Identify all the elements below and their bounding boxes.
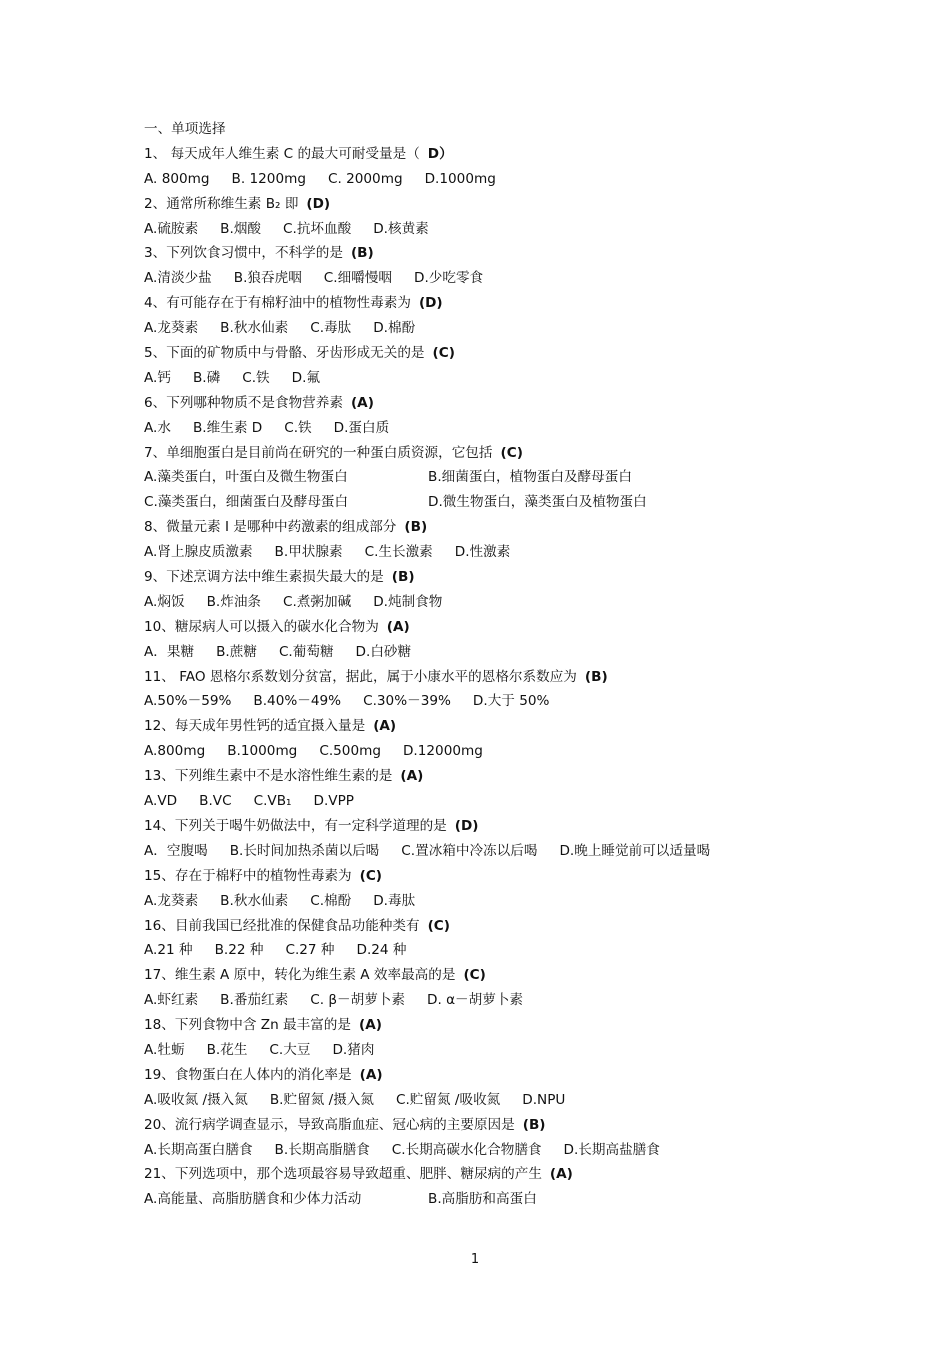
options-row [144,1088,904,1113]
option-item: A.长期高蛋白膳食 [144,1141,253,1158]
question-stem [144,1013,904,1038]
answer-key: (C) [463,967,486,984]
option-item: D.猪肉 [332,1041,375,1058]
question-text: 12、每天成年男性钙的适宜摄入量是 [144,718,366,735]
question-stem [144,515,904,540]
question-stem [144,1162,904,1187]
section-title: 一、单项选择 [144,121,226,137]
option-item: D.少吃零食 [413,270,484,287]
option-item: B.细菌蛋白，植物蛋白及酵母蛋白 [428,469,632,486]
question-text: 15、存在于棉籽中的植物性毒素为 [144,867,352,884]
options-row [144,889,904,914]
option-item: B. 1200mg [231,170,306,187]
option-item: D.长期高盐膳食 [563,1141,660,1158]
options-row [144,938,904,963]
options-row [144,1187,904,1212]
option-item: B.维生素 D [192,419,263,436]
question-stem [144,914,904,939]
option-item: B.长时间加热杀菌以后喝 [229,842,380,859]
option-item: B.花生 [206,1041,248,1058]
option-item: D.蛋白质 [333,419,390,436]
option-item: D.晚上睡觉前可以适量喝 [559,842,711,859]
options-row [144,316,904,341]
question-text: 6、下列哪种物质不是食物营养素 [144,394,343,411]
option-item: D.氟 [291,369,321,386]
option-item: A.虾红素 [144,992,199,1009]
options-row [144,416,904,441]
option-item: C.30%－39% [363,693,451,710]
question-stem [144,142,904,167]
answer-key: (A) [373,718,397,735]
option-item: D.1000mg [424,170,496,187]
question-stem [144,241,904,266]
question-text: 11、 FAO 恩格尔系数划分贫富，据此，属于小康水平的恩格尔系数应为 [144,668,577,685]
question-stem [144,391,904,416]
answer-key: (B) [391,569,415,586]
option-item: A.藻类蛋白，叶蛋白及微生物蛋白 [144,469,348,486]
options-row [144,789,904,814]
answer-key: (C) [427,917,450,934]
question-stem [144,665,904,690]
option-item: A．果糖 [144,643,195,660]
option-item: B.22 种 [214,942,264,959]
question-list [144,117,904,1212]
options-row [144,490,904,515]
question-text: 3、下列饮食习惯中，不科学的是 [144,245,343,262]
option-item: D. α－胡萝卜素 [426,992,524,1009]
option-item: C.27 种 [285,942,335,959]
option-item: B.磷 [192,369,221,386]
option-item: B.甲状腺素 [274,544,343,561]
question-text: 1、 每天成年人维生素 C 的最大可耐受量是（ [144,145,420,162]
answer-key: (C) [500,444,523,461]
question-stem [144,291,904,316]
option-item: D.NPU [522,1091,566,1108]
question-text: 4、有可能存在于有棉籽油中的植物性毒素为 [144,295,411,312]
answer-key: D） [427,145,453,162]
option-item: B.番茄红素 [220,992,289,1009]
option-item: C.置冰箱中冷冻以后喝 [401,842,538,859]
option-item: D.白砂糖 [355,643,412,660]
answer-key: (B) [350,245,374,262]
question-text: 5、下面的矿物质中与骨骼、牙齿形成无关的是 [144,345,425,362]
option-item: D.毒肽 [373,892,416,909]
options-row [144,167,904,192]
options-row [144,540,904,565]
option-item: A.龙葵素 [144,892,199,909]
question-text: 20、流行病学调查显示，导致高脂血症、冠心病的主要原因是 [144,1116,515,1133]
option-item: C.葡萄糖 [278,643,334,660]
option-item: C.长期高碳水化合物膳食 [391,1141,542,1158]
options-row [144,266,904,291]
answer-key: (A) [359,1017,382,1034]
option-item: A.水 [144,419,171,436]
question-stem [144,192,904,217]
option-item: A.21 种 [144,942,193,959]
option-item: B.40%－49% [253,693,342,710]
question-text: 21、下列选项中，那个选项最容易导致超重、肥胖、糖尿病的产生 [144,1166,542,1183]
answer-key: (C) [432,345,455,362]
options-row [144,590,904,615]
option-item: C. 2000mg [327,170,403,187]
answer-key: (A) [400,768,424,785]
options-row [144,640,904,665]
question-stem [144,341,904,366]
question-text: 2、通常所称维生素 B₂ 即 [144,195,299,212]
option-item: D.12000mg [402,743,483,760]
question-text: 13、下列维生素中不是水溶性维生素的是 [144,768,393,785]
option-item: D.微生物蛋白，藻类蛋白及植物蛋白 [428,494,647,511]
option-item: B.VC [199,793,232,810]
option-item: D.性激素 [454,544,511,561]
options-row [144,689,904,714]
option-item: C.贮留氮 /吸收氮 [395,1091,501,1108]
answer-key: (D) [306,195,331,212]
answer-key: (C) [359,867,383,884]
option-item: A．空腹喝 [144,842,208,859]
option-item: A.高能量、高脂肪膳食和少体力活动 [144,1191,362,1208]
option-item: A. 800mg [144,170,210,187]
option-item: A.清淡少盐 [144,270,212,287]
question-text: 8、微量元素 I 是哪种中药激素的组成部分 [144,519,397,536]
question-text: 16、目前我国已经批准的保健食品功能种类有 [144,917,420,934]
question-stem [144,615,904,640]
answer-key: (A) [359,1066,383,1083]
option-item: A.焖饭 [144,593,185,610]
options-row [144,739,904,764]
answer-key: (B) [522,1116,546,1133]
option-item: A.硫胺素 [144,220,199,237]
answer-key: (D) [418,295,443,312]
option-item: C.煮粥加碱 [283,593,352,610]
answer-key: (D) [454,817,479,834]
option-item: C.藻类蛋白，细菌蛋白及酵母蛋白 [144,494,349,511]
answer-key: (B) [584,668,608,685]
option-item: D.炖制食物 [373,593,443,610]
option-item: C.毒肽 [310,320,352,337]
option-item: A.50%－59% [144,693,232,710]
question-stem [144,963,904,988]
option-item: B.1000mg [227,743,298,760]
option-item: B.狼吞虎咽 [233,270,302,287]
options-row [144,988,904,1013]
option-item: A.钙 [144,369,171,386]
option-item: A.龙葵素 [144,320,199,337]
options-row [144,1138,904,1163]
question-stem [144,864,904,889]
question-text: 9、下述烹调方法中维生素损失最大的是 [144,569,384,586]
option-item: B.秋水仙素 [220,892,289,909]
option-item: B.秋水仙素 [220,320,289,337]
option-item: B.蔗糖 [216,643,257,660]
option-item: C.棉酚 [310,892,352,909]
options-row [144,366,904,391]
option-item: C. β－胡萝卜素 [310,992,405,1009]
answer-key: (A) [350,394,374,411]
option-item: D.24 种 [356,942,407,959]
options-row [144,465,904,490]
option-item: D.大于 50% [472,693,550,710]
options-row [144,217,904,242]
question-stem [144,1063,904,1088]
question-stem [144,1113,904,1138]
option-item: D.棉酚 [373,320,416,337]
question-text: 10、糖尿病人可以摄入的碳水化合物为 [144,618,379,635]
options-row [144,1038,904,1063]
options-row [144,839,904,864]
option-item: A.吸收氮 /摄入氮 [144,1091,248,1108]
question-text: 19、食物蛋白在人体内的消化率是 [144,1066,352,1083]
option-item: C.500mg [319,743,381,760]
answer-key: (B) [404,519,428,536]
option-item: D.VPP [313,793,354,810]
answer-key: (A) [386,618,410,635]
option-item: B.炸油条 [206,593,262,610]
question-stem [144,565,904,590]
option-item: A.肾上腺皮质激素 [144,544,253,561]
option-item: C.铁 [284,419,312,436]
option-item: D.核黄素 [373,220,429,237]
question-stem [144,714,904,739]
option-item: A.牡蛎 [144,1041,185,1058]
question-text: 18、下列食物中含 Zn 最丰富的是 [144,1017,351,1034]
option-item: C.铁 [242,369,270,386]
question-text: 14、下列关于喝牛奶做法中，有一定科学道理的是 [144,817,447,834]
question-stem [144,441,904,466]
option-item: B.贮留氮 /摄入氮 [269,1091,374,1108]
option-item: C.VB₁ [253,793,292,810]
option-item: A.VD [144,793,178,810]
answer-key: (A) [549,1166,573,1183]
option-item: B.长期高脂膳食 [274,1141,370,1158]
option-item: C.大豆 [269,1041,311,1058]
question-text: 7、单细胞蛋白是目前尚在研究的一种蛋白质资源，它包括 [144,444,493,461]
option-item: B.高脂肪和高蛋白 [428,1191,537,1208]
option-item: C.细嚼慢咽 [323,270,392,287]
option-item: A.800mg [144,743,206,760]
page-number: 1 [470,1252,480,1267]
question-stem [144,764,904,789]
question-text: 17、维生素 A 原中，转化为维生素 A 效率最高的是 [144,967,456,984]
question-stem [144,814,904,839]
option-item: C.生长激素 [364,544,433,561]
option-item: C.抗坏血酸 [283,220,352,237]
option-item: B.烟酸 [220,220,262,237]
